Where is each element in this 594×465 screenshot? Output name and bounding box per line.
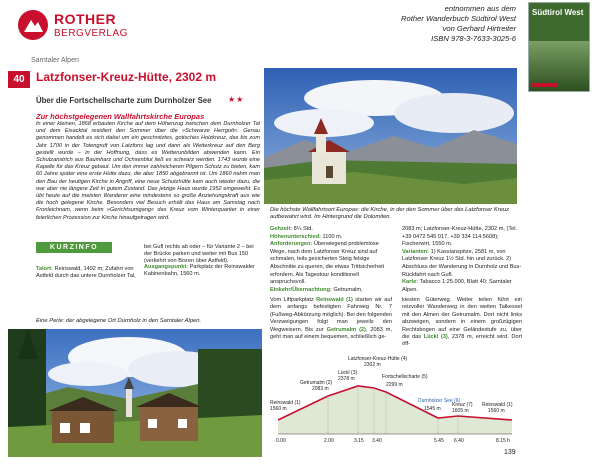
talort-value: Reinswald, 1492 m; Zufahrt von Astfeld durch das untere Durnholzer Tal, bbox=[36, 266, 136, 279]
profile-label: Kreuz (7) bbox=[452, 402, 473, 408]
publisher-logo bbox=[18, 10, 128, 58]
profile-label: Durnholzer See (6) bbox=[418, 398, 461, 404]
fact-item bbox=[270, 226, 390, 234]
brand-sub: BERGVERLAG bbox=[54, 28, 128, 39]
fact-key: Höhenunterschied: bbox=[270, 233, 321, 240]
profile-label: Reinswald (1) bbox=[482, 402, 513, 408]
brand-name: ROTHER bbox=[54, 11, 117, 27]
kurzinfo-right bbox=[144, 244, 262, 278]
profile-label: Getrumalm (2) bbox=[300, 380, 333, 386]
book-logo-strip bbox=[532, 83, 558, 87]
fact-value: 8¼ Std. bbox=[293, 226, 313, 232]
fact-value: Getrumalm, bbox=[333, 286, 363, 293]
fact-value: Tabacco 1:25.000, Blatt 40: Sarntaler Alpen. bbox=[402, 279, 512, 293]
profile-alt: 2083 m bbox=[312, 386, 329, 392]
kurzinfo-talort bbox=[36, 266, 136, 280]
fact-key: Einkehr/Übernachtung: bbox=[270, 286, 332, 293]
fact-item bbox=[270, 241, 390, 287]
route-text: , 2083 m, geht man auf einem bequemen, schließlich ge- bbox=[270, 326, 392, 341]
source-line: von Gerhard Hirtreiter bbox=[442, 24, 516, 33]
fact-value: 2083 m; Latzfonser-Kreuz-Hütte, 2302 m, (Tel. +39 0472 545 017, +39 334 114 5608); Fischerwirt, 1550 m. bbox=[402, 226, 518, 248]
route-text: kiesten Güterweg. Weiter teilen führt ein reizvoller Wanderweg in den weiten Talkessel mit den Almen der Getrumalm. Dort nicht links abzweigen, sondern in einem großzügigen Rechtsbogen auf eine Geländestufe zu, über die das bbox=[402, 297, 522, 341]
route-text-1 bbox=[270, 297, 392, 341]
fact-key: Gehzeit: bbox=[270, 226, 293, 232]
profile-alt: 1545 m bbox=[424, 406, 441, 412]
intro-heading: Zur höchstgelegenen Wallfahrtskirche Europas bbox=[36, 112, 205, 121]
fact-key: Varianten: bbox=[402, 248, 430, 255]
profile-alt: 2302 m bbox=[364, 362, 381, 368]
route-text: starten wir auf dem anfangs befestigten Fahrweg Nr. 7 (Fußweg-Abkürzung möglich). Bei den folgenden Verzweigungen folgt man jeweils den Wegweisern. Bis zur bbox=[270, 297, 392, 333]
tour-subtitle: Über die Fortschellscharte zum Durnholzer See bbox=[36, 96, 212, 105]
profile-label: Fortschellscharte (5) bbox=[382, 374, 428, 380]
page-number: 139 bbox=[504, 449, 516, 456]
intro-text: In einer kleinen, 1868 erbauten Kirche auf dem Höhenzug zwischen dem Durnholzer Tal und dem Eisacktal residiert den Sommer über die »Schwarze Herrgott«. Genau genommen handelt es sich dabei um ein geschnitztes, gotisches Holzkreuz, das bis zum Jahr 1700 in der Totengruft von Latzfons lag und dann als Wetterkreuz auf den Berg gestellt wurde – in der Hoffnung, dass es Wetterunbilden abwenden kann. Ein Schutzanstrich aus Baumharz und Ochsenblut ließ es schwarz werden. 1743 wurde eine Kapelle für das Kreuz gebaut. Um den immer zahlreicheren Pilgern Schutz zu bieten, kam 60 Jahre später eine erste Hütte dazu, die aber 1850 abgebrannt ist. Um 1860 nahm man den Bau der heutigen Kirche in Angriff, eine neue Schutzhütte kam auch wieder dazu, die war aber nie längere Zeit in gutem Zustand. Das jetzige Haus wurde 1952 eingeweiht. Es übt heute auf die meisten Wanderer eine mindestens so große Anziehungskraft aus wie die hoch gelegene Kirche. Besonders viel Besuch erhält das Haus am Samstag nach Fronleichnam, wenn beim »Gerichtsumgang« das Kreuz vom Winterquartier in einer feierlichen Prozession zur Kirche hinaufgetragen wird. bbox=[36, 121, 260, 221]
profile-label: Reinswald (1) bbox=[270, 400, 301, 406]
profile-time: 2.00 bbox=[324, 438, 334, 444]
profile-alt: 2299 m bbox=[386, 382, 403, 388]
book-title: Südtirol West bbox=[532, 8, 584, 17]
waypoint-getrumalm: Getrumalm (2) bbox=[326, 326, 366, 333]
ausgang-value: Parkplatz der Reinswalder Kabinenbahn, 1560 m. bbox=[144, 264, 255, 278]
profile-time: 0.00 bbox=[276, 438, 286, 444]
fact-item bbox=[402, 249, 522, 279]
profile-time: 6.40 bbox=[454, 438, 464, 444]
profile-alt: 1560 m bbox=[270, 406, 287, 412]
kurzinfo-badge: KURZINFO bbox=[36, 242, 112, 253]
facts-column-1 bbox=[270, 226, 390, 294]
fact-value: 1100 m. bbox=[322, 233, 343, 240]
fact-key: Karte: bbox=[402, 279, 419, 286]
profile-time: 8.15 h bbox=[496, 438, 510, 444]
fact-value: 1) Kassianspitze, 2581 m, von Latzfonser Kreuz 1½ Std. hin und zurück. 2) Abschluss der Wanderung in Durnholz und Bus-Rückfahrt nach Gufl. bbox=[402, 248, 522, 278]
kurzinfo-cont: bei Gufl rechts ab oder – für Variante 2 – bei der Brücke parken und weiter mit Bus 150 (verkehrt von Bozen über Astfeld). bbox=[144, 244, 254, 264]
fact-value: Überwiegend problemlose Wege, nach dem Latzfonser Kreuz sind auf schmalen, teils gesicherten Steig felsige Abschnitte zu queren, die etwas Trittsicherheit erfordern. Als Tagestour konditionell anspruchsvoll. bbox=[270, 241, 385, 286]
fact-item bbox=[402, 226, 522, 249]
church-photo bbox=[264, 68, 517, 204]
route-text: Vom Liftparkplatz bbox=[270, 297, 317, 303]
fact-item bbox=[270, 287, 390, 295]
talort-key: Talort: bbox=[36, 266, 53, 272]
waypoint-reinswald: Reinswald (1) bbox=[316, 297, 353, 303]
route-text-2 bbox=[402, 297, 522, 349]
profile-label: Lückl (3) bbox=[338, 370, 358, 376]
waypoint-lueckl: Lückl (3) bbox=[423, 334, 448, 341]
village-photo bbox=[8, 329, 262, 457]
profile-alt: 2378 m bbox=[338, 376, 355, 382]
source-line: ISBN 978-3-7633-3025-6 bbox=[431, 34, 516, 43]
logo-mountain-icon bbox=[18, 10, 48, 40]
difficulty-stars: ★★ bbox=[228, 95, 245, 104]
region-label: Sarntaler Alpen bbox=[31, 57, 79, 64]
elevation-profile bbox=[268, 356, 522, 448]
profile-time: 3.40 bbox=[372, 438, 382, 444]
source-line: entnommen aus dem bbox=[444, 4, 516, 13]
tour-title: Latzfonser-Kreuz-Hütte, 2302 m bbox=[36, 70, 217, 84]
route-text: , 2378 m, erreicht wird. Dort öff- bbox=[402, 334, 522, 348]
profile-label: Latzfonser-Kreuz-Hütte (4) bbox=[348, 356, 408, 362]
photo-caption-church: Die höchste Wallfahrtsort Europas: die Kirche, in der den Sommer über das Latzfonser Kreuz aufbewahrt wird. Im Hintergrund die Dolomiten. bbox=[270, 207, 509, 221]
tour-number: 40 bbox=[8, 71, 30, 88]
profile-time: 5.45 bbox=[434, 438, 444, 444]
facts-column-2 bbox=[402, 226, 522, 294]
photo-caption-village: Eine Perle: der abgelegene Ort Durnholz in den Sarntaler Alpen. bbox=[36, 318, 202, 324]
profile-alt: 1605 m bbox=[452, 408, 469, 414]
fact-item bbox=[402, 279, 522, 294]
book-cover bbox=[528, 2, 590, 92]
profile-time: 3.15 bbox=[354, 438, 364, 444]
profile-alt: 1560 m bbox=[488, 408, 505, 414]
fact-key: Anforderungen: bbox=[270, 241, 313, 248]
ausgang-key: Ausgangspunkt: bbox=[144, 264, 189, 271]
source-note bbox=[256, 4, 516, 44]
source-line: Rother Wanderbuch Südtirol West bbox=[401, 14, 516, 23]
